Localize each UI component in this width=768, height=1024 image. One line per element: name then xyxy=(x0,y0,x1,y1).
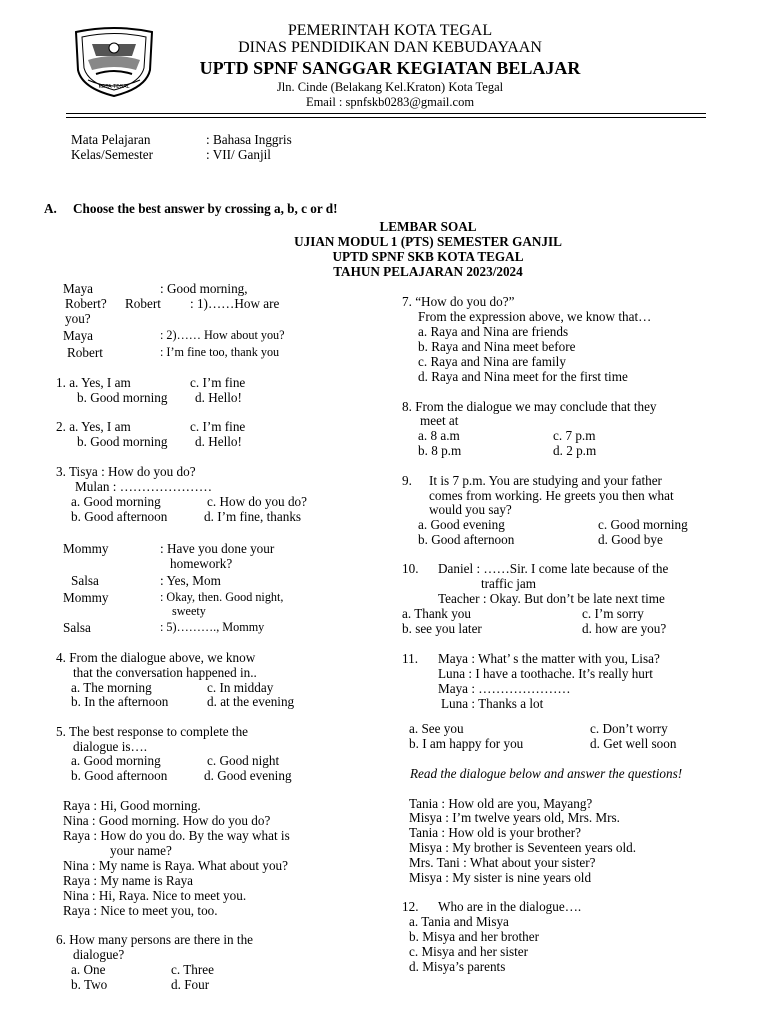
q6-line2: dialogue? xyxy=(73,947,125,962)
q5-line1: 5. The best response to complete the xyxy=(56,724,249,739)
title-line3: UPTD SPNF SKB KOTA TEGAL xyxy=(332,249,524,264)
d2-salsa2-line: : 5)………., Mommy xyxy=(160,620,265,634)
q10-line2: traffic jam xyxy=(481,576,537,591)
d1-line2b: Robert xyxy=(125,296,161,311)
d1-line3: you? xyxy=(65,311,91,326)
header-department: DINAS PENDIDIKAN DAN KEBUDAYAAN xyxy=(238,39,542,56)
q4-line1: 4. From the dialogue above, we know xyxy=(56,650,256,665)
d3-line5: Nina : My name is Raya. What about you? xyxy=(63,858,288,873)
q1-option-c[interactable]: c. I’m fine xyxy=(190,375,246,390)
q7-line1: 7. “How do you do?” xyxy=(402,294,515,309)
d3-line7: Nina : Hi, Raya. Nice to meet you. xyxy=(63,888,247,903)
q5-option-d[interactable]: d. Good evening xyxy=(204,768,292,783)
q4-line2: that the conversation happened in.. xyxy=(73,665,257,680)
q9-line3: would you say? xyxy=(429,502,512,517)
d3-line8: Raya : Nice to meet you, too. xyxy=(63,903,218,918)
section-letter: A. xyxy=(44,201,57,216)
header-rule-thin xyxy=(66,117,706,118)
d1-maya-line: : Good morning, xyxy=(160,281,248,296)
q6-option-a[interactable]: a. One xyxy=(71,962,106,977)
q9-number: 9. xyxy=(402,473,412,488)
q7-option-a[interactable]: a. Raya and Nina are friends xyxy=(418,324,569,339)
q12-option-b[interactable]: b. Misya and her brother xyxy=(409,929,540,944)
d1-line2a: Robert? xyxy=(65,296,107,311)
q12-number: 12. xyxy=(402,899,419,914)
tegal-city-logo xyxy=(66,26,162,98)
d4-line6: Misya : My sister is nine years old xyxy=(409,870,592,885)
q1-option-a[interactable]: 1. a. Yes, I am xyxy=(56,375,131,390)
q3-option-c[interactable]: c. How do you do? xyxy=(207,494,307,509)
d2-speaker-mommy2: Mommy xyxy=(63,590,109,605)
q8-line2: meet at xyxy=(420,413,459,428)
q11-line2: Luna : I have a toothache. It’s really hurt xyxy=(438,666,653,681)
title-line4: TAHUN PELAJARAN 2023/2024 xyxy=(333,264,523,279)
q7-option-d[interactable]: d. Raya and Nina meet for the first time xyxy=(418,369,628,384)
q9-option-c[interactable]: c. Good morning xyxy=(598,517,688,532)
d3-line1: Raya : Hi, Good morning. xyxy=(63,798,201,813)
d2-mommy2-line2: sweety xyxy=(172,604,206,618)
d3-line4: your name? xyxy=(110,843,172,858)
q8-option-c[interactable]: c. 7 p.m xyxy=(553,428,596,443)
q11-line1: Maya : What’ s the matter with you, Lisa? xyxy=(438,651,660,666)
d2-mommy-line2: homework? xyxy=(170,556,233,571)
q8-option-b[interactable]: b. 8 p.m xyxy=(418,443,462,458)
logo-text: KOTA TEGAL xyxy=(98,84,130,90)
q8-option-d[interactable]: d. 2 p.m xyxy=(553,443,597,458)
q5-option-b[interactable]: b. Good afternoon xyxy=(71,768,168,783)
header-email: Email : spnfskb0283@gmail.com xyxy=(305,95,475,109)
dialogue-instruction: Read the dialogue below and answer the questions! xyxy=(410,766,683,781)
q6-option-c[interactable]: c. Three xyxy=(171,962,214,977)
q11-line3: Maya : ………………… xyxy=(438,681,571,696)
q10-option-a[interactable]: a. Thank you xyxy=(402,606,471,621)
title-line1: LEMBAR SOAL xyxy=(379,219,477,234)
class-label: Kelas/Semester xyxy=(71,147,154,162)
q4-option-d[interactable]: d. at the evening xyxy=(207,694,295,709)
header-government: PEMERINTAH KOTA TEGAL xyxy=(287,22,493,39)
q11-option-c[interactable]: c. Don’t worry xyxy=(590,721,668,736)
q4-option-c[interactable]: c. In midday xyxy=(207,680,274,695)
d2-speaker-mommy: Mommy xyxy=(63,541,109,556)
q6-line1: 6. How many persons are there in the xyxy=(56,932,254,947)
q5-option-a[interactable]: a. Good morning xyxy=(71,753,161,768)
q6-option-b[interactable]: b. Two xyxy=(71,977,108,992)
q1-option-b[interactable]: b. Good morning xyxy=(77,390,168,405)
q4-option-b[interactable]: b. In the afternoon xyxy=(71,694,169,709)
class-value: : VII/ Ganjil xyxy=(206,147,271,162)
q10-option-c[interactable]: c. I’m sorry xyxy=(582,606,644,621)
d2-speaker-salsa2: Salsa xyxy=(63,620,91,635)
d3-line6: Raya : My name is Raya xyxy=(63,873,194,888)
section-instruction: Choose the best answer by crossing a, b, c or d! xyxy=(73,201,338,216)
d4-line1: Tania : How old are you, Mayang? xyxy=(409,796,593,811)
d1-robert-line: : I’m fine too, thank you xyxy=(160,345,280,359)
d1-speaker-maya: Maya xyxy=(63,281,94,296)
q10-number: 10. xyxy=(402,561,419,576)
q11-option-d[interactable]: d. Get well soon xyxy=(590,736,677,751)
q3-option-d[interactable]: d. I’m fine, thanks xyxy=(204,509,302,524)
q7-option-b[interactable]: b. Raya and Nina meet before xyxy=(418,339,576,354)
q9-line2: comes from working. He greets you then what xyxy=(429,488,674,503)
header-rule xyxy=(66,113,706,114)
q12-option-d[interactable]: d. Misya’s parents xyxy=(409,959,506,974)
q12-option-c[interactable]: c. Misya and her sister xyxy=(409,944,529,959)
q9-option-a[interactable]: a. Good evening xyxy=(418,517,505,532)
q1-option-d[interactable]: d. Hello! xyxy=(195,390,242,405)
subject-value: : Bahasa Inggris xyxy=(206,132,292,147)
q10-option-d[interactable]: d. how are you? xyxy=(582,621,667,636)
title-line2: UJIAN MODUL 1 (PTS) SEMESTER GANJIL xyxy=(294,234,562,249)
q6-option-d[interactable]: d. Four xyxy=(171,977,210,992)
d1-line2c: : 1)……How are xyxy=(190,296,280,311)
q11-number: 11. xyxy=(402,651,418,666)
d3-line3: Raya : How do you do. By the way what is xyxy=(63,828,290,843)
q8-option-a[interactable]: a. 8 a.m xyxy=(418,428,460,443)
d2-mommy2-line1: : Okay, then. Good night, xyxy=(160,590,284,604)
subject-label: Mata Pelajaran xyxy=(71,132,151,147)
d4-line3: Tania : How old is your brother? xyxy=(409,825,581,840)
q3-option-b[interactable]: b. Good afternoon xyxy=(71,509,168,524)
header-address: Jln. Cinde (Belakang Kel.Kraton) Kota Tegal xyxy=(276,80,504,94)
d2-speaker-salsa: Salsa xyxy=(71,573,99,588)
q3-option-a[interactable]: a. Good morning xyxy=(71,494,161,509)
q8-line1: 8. From the dialogue we may conclude that they xyxy=(402,399,657,414)
q11-option-b[interactable]: b. I am happy for you xyxy=(409,736,524,751)
header-institution: UPTD SPNF SANGGAR KEGIATAN BELAJAR xyxy=(199,58,581,78)
q3-line1: 3. Tisya : How do you do? xyxy=(56,464,196,479)
q10-line1: Daniel : ……Sir. I come late because of the xyxy=(438,561,669,576)
d2-mommy-line1: : Have you done your xyxy=(160,541,275,556)
d1-maya2-line: : 2)…… How about you? xyxy=(160,328,285,342)
q5-option-c[interactable]: c. Good night xyxy=(207,753,280,768)
q2-option-a[interactable]: 2. a. Yes, I am xyxy=(56,419,131,434)
d2-salsa-line: : Yes, Mom xyxy=(160,573,221,588)
q9-option-b[interactable]: b. Good afternoon xyxy=(418,532,515,547)
d4-line2: Misya : I’m twelve years old, Mrs. Mrs. xyxy=(409,810,620,825)
d4-line4: Misya : My brother is Seventeen years old. xyxy=(409,840,637,855)
d1-speaker-robert: Robert xyxy=(67,345,103,360)
d3-line2: Nina : Good morning. How do you do? xyxy=(63,813,271,828)
q2-option-c[interactable]: c. I’m fine xyxy=(190,419,246,434)
q9-line1: It is 7 p.m. You are studying and your father xyxy=(429,473,662,488)
q4-option-a[interactable]: a. The morning xyxy=(71,680,152,695)
q10-option-b[interactable]: b. see you later xyxy=(402,621,482,636)
q3-line2: Mulan : ………………… xyxy=(75,479,213,494)
q9-option-d[interactable]: d. Good bye xyxy=(598,532,663,547)
q2-option-b[interactable]: b. Good morning xyxy=(77,434,168,449)
q7-line2: From the expression above, we know that… xyxy=(418,309,652,324)
q12-line1: Who are in the dialogue…. xyxy=(438,899,582,914)
q10-line3: Teacher : Okay. But don’t be late next time xyxy=(438,591,665,606)
q12-option-a[interactable]: a. Tania and Misya xyxy=(409,914,509,929)
d1-speaker-maya2: Maya xyxy=(63,328,94,343)
d4-line5: Mrs. Tani : What about your sister? xyxy=(409,855,596,870)
q11-option-a[interactable]: a. See you xyxy=(409,721,464,736)
q7-option-c[interactable]: c. Raya and Nina are family xyxy=(418,354,566,369)
q5-line2: dialogue is…. xyxy=(73,739,147,754)
q11-line4: Luna : Thanks a lot xyxy=(441,696,544,711)
q2-option-d[interactable]: d. Hello! xyxy=(195,434,242,449)
